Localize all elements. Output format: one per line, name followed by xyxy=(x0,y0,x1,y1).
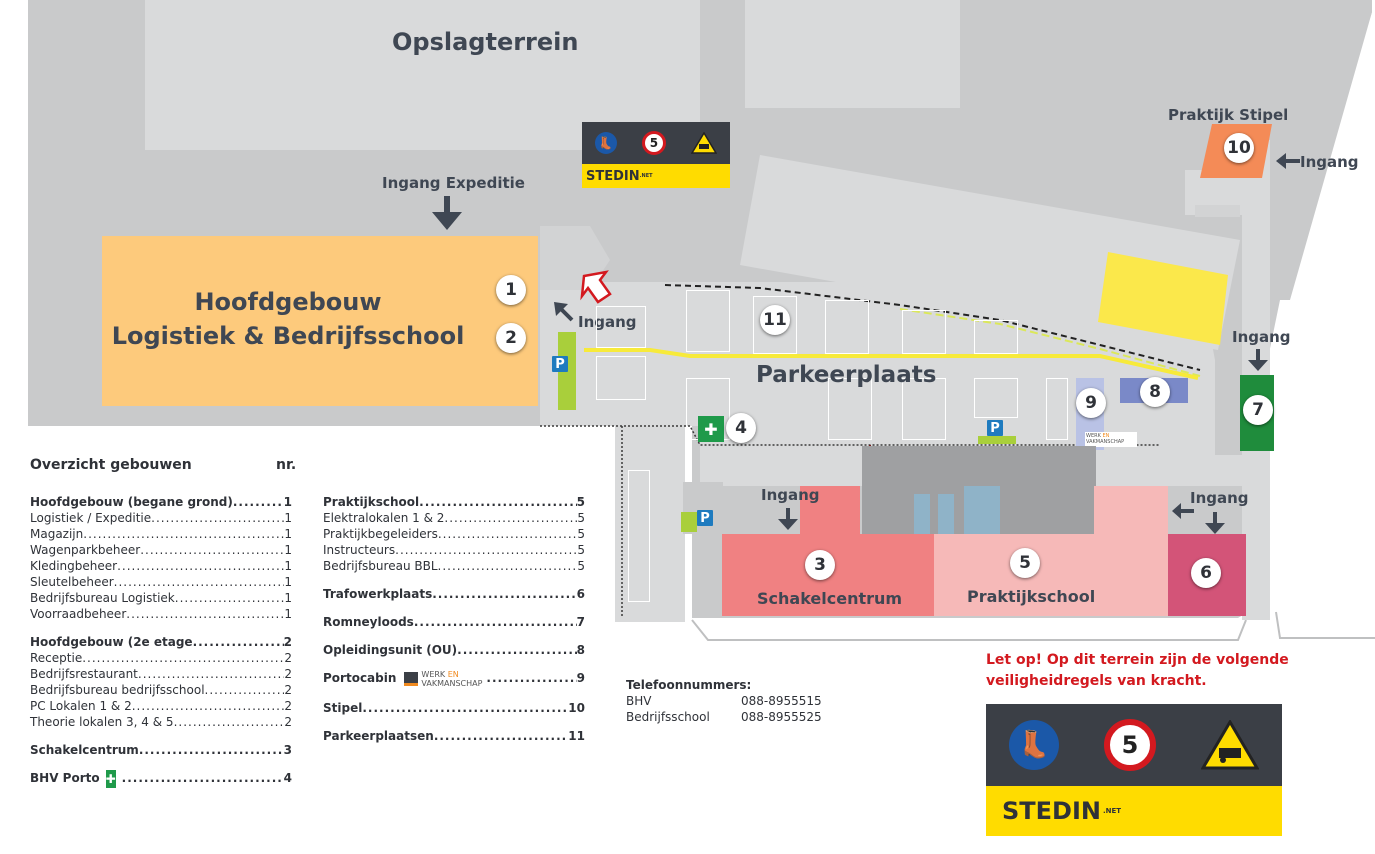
legend-row xyxy=(30,650,292,666)
werk-en-vakmanschap-logo: WERK EN VAKMANSCHAP xyxy=(404,670,482,688)
legend-label: Hoofdgebouw (begane grond) xyxy=(30,495,233,509)
legend-label: Logistiek / Expeditie xyxy=(30,511,152,525)
legend-dots xyxy=(151,510,284,526)
legend-row xyxy=(323,586,585,602)
parking-lot-e xyxy=(974,320,1018,354)
legend-dots xyxy=(457,642,576,658)
legend-row xyxy=(30,666,292,682)
phone-block xyxy=(626,677,846,725)
entrance-expedition-label: Ingang Expeditie xyxy=(382,174,525,192)
legend-label: Schakelcentrum xyxy=(30,743,139,757)
legend-dots xyxy=(138,666,284,682)
parking-sign-icon-right: P xyxy=(987,420,1003,436)
legend-number: 5 xyxy=(577,543,585,557)
warning-forklift-icon xyxy=(691,132,717,154)
legend-gap xyxy=(30,730,292,742)
legend-row xyxy=(30,526,292,542)
legend-dots xyxy=(174,714,285,730)
entrance-label-10: Ingang xyxy=(1300,153,1359,171)
legend-number: 2 xyxy=(284,699,292,713)
brand-suffix: .NET xyxy=(1103,807,1122,815)
legend-number: 1 xyxy=(284,527,292,541)
legend-row xyxy=(323,510,585,526)
legend-row xyxy=(30,714,292,730)
legend-number: 8 xyxy=(576,643,585,657)
legend-number: 2 xyxy=(284,667,292,681)
legend-dots xyxy=(419,494,577,510)
legend-nr-header: nr. xyxy=(276,457,297,473)
legend-dots xyxy=(444,510,577,526)
legend-number: 3 xyxy=(283,743,292,757)
warning-forklift-icon-large xyxy=(1201,720,1259,770)
first-aid-icon: ✚ xyxy=(698,416,724,442)
red-arrow-icon xyxy=(576,270,614,306)
arrow-down-icon-6 xyxy=(1204,512,1226,536)
legend-dots xyxy=(193,634,284,650)
marker-6[interactable]: 6 xyxy=(1191,558,1221,588)
legend-row xyxy=(323,558,585,574)
legend-label: Instructeurs xyxy=(323,543,396,557)
legend-number: 11 xyxy=(568,729,585,743)
legend-gap xyxy=(30,758,292,770)
legend-gap xyxy=(323,602,585,614)
safety-boot-icon: 👢 xyxy=(595,132,617,154)
legend-gap xyxy=(323,688,585,700)
legend-number: 1 xyxy=(284,543,292,557)
legend-dots xyxy=(122,770,284,786)
legend-dots xyxy=(139,742,284,758)
legend-row xyxy=(30,770,292,788)
switch-center-label: Schakelcentrum xyxy=(757,589,903,608)
legend-label: Praktijkschool xyxy=(323,495,420,509)
legend-row xyxy=(323,670,585,688)
first-aid-icon: ✚ xyxy=(105,772,116,786)
legend-number: 1 xyxy=(284,607,292,621)
legend-number: 1 xyxy=(283,495,292,509)
legend-number: 1 xyxy=(284,511,292,525)
legend-number: 2 xyxy=(284,651,292,665)
legend-gap xyxy=(30,622,292,634)
legend-gap xyxy=(323,658,585,670)
legend-gap xyxy=(323,630,585,642)
entrance-label-6: Ingang xyxy=(1190,489,1249,507)
parking-lot-a xyxy=(686,290,730,352)
arrow-left-icon-10 xyxy=(1276,152,1300,170)
legend-dots xyxy=(117,558,284,574)
legend-dots xyxy=(395,542,577,558)
marker-11[interactable]: 11 xyxy=(760,305,790,335)
legend-dots xyxy=(114,574,285,590)
legend-number: 5 xyxy=(577,559,585,573)
speed-limit-icon: 5 xyxy=(642,131,666,155)
brand-suffix-small: .NET xyxy=(639,173,653,179)
legend-label: Elektralokalen 1 & 2 xyxy=(323,511,445,525)
legend-row xyxy=(30,494,292,510)
legend-row xyxy=(323,700,585,716)
legend-number: 2 xyxy=(284,683,292,697)
legend-row xyxy=(30,634,292,650)
phone-row-school: Bedrijfsschool 088-8955525 xyxy=(626,710,822,724)
legend-number: 6 xyxy=(576,587,585,601)
legend-dots xyxy=(486,670,576,686)
legend-number: 1 xyxy=(284,575,292,589)
legend-label: Portocabin xyxy=(323,671,397,685)
marker-5[interactable]: 5 xyxy=(1010,548,1040,578)
marker-1[interactable]: 1 xyxy=(496,275,526,305)
legend-gap xyxy=(323,574,585,586)
parking-sign-icon-lower: P xyxy=(697,510,713,526)
legend-row xyxy=(323,542,585,558)
parking-label: Parkeerplaats xyxy=(756,362,937,388)
legend-label: Receptie xyxy=(30,651,83,665)
entrance-label-3: Ingang xyxy=(761,486,820,504)
legend-dots xyxy=(205,682,285,698)
marker-10[interactable]: 10 xyxy=(1224,133,1254,163)
parking-lot-lower-left xyxy=(628,470,650,602)
legend-number: 2 xyxy=(283,635,292,649)
parking-lot-left xyxy=(596,306,646,348)
legend-label: BHV Porto xyxy=(30,771,100,785)
legend-label: Bedrijfsbureau BBL xyxy=(323,559,438,573)
legend-label: Sleutelbeheer xyxy=(30,575,114,589)
parking-lot-i xyxy=(974,378,1018,418)
legend-dots xyxy=(82,650,284,666)
legend-row xyxy=(30,606,292,622)
parking-strip-lower xyxy=(681,512,697,532)
legend-number: 2 xyxy=(284,715,292,729)
safety-warning-line-2: veiligheidregels van kracht. xyxy=(986,673,1207,689)
legend-label: Bedrijfsbureau Logistiek xyxy=(30,591,175,605)
legend-dots xyxy=(233,494,284,510)
legend-label: Bedrijfsrestaurant xyxy=(30,667,138,681)
main-building[interactable] xyxy=(102,236,538,406)
legend-label: PC Lokalen 1 & 2 xyxy=(30,699,132,713)
legend-row xyxy=(323,642,585,658)
entrance-arrow-diagonal-icon xyxy=(552,300,576,324)
arrow-down-icon-7 xyxy=(1247,349,1269,373)
legend-number: 7 xyxy=(576,615,585,629)
legend-row xyxy=(30,682,292,698)
legend-row xyxy=(323,526,585,542)
legend-label: Opleidingsunit (OU) xyxy=(323,643,458,657)
legend-label: Stipel xyxy=(323,701,363,715)
legend-label: Trafowerkplaats xyxy=(323,587,433,601)
legend-dots xyxy=(414,614,577,630)
legend-gap xyxy=(323,716,585,728)
legend-row xyxy=(30,558,292,574)
safety-sign-small xyxy=(582,122,730,188)
legend-row xyxy=(30,510,292,526)
legend-dots xyxy=(362,700,568,716)
legend-label: Voorraadbeheer xyxy=(30,607,127,621)
safety-warning-line-1: Let op! Op dit terrein zijn de volgende xyxy=(986,652,1289,668)
legend-title: Overzicht gebouwen xyxy=(30,457,192,473)
legend-label: Bedrijfsbureau bedrijfsschool xyxy=(30,683,205,697)
legend-label: Praktijkbegeleiders xyxy=(323,527,438,541)
legend-dots xyxy=(83,526,284,542)
entrance-label-main: Ingang xyxy=(578,313,637,331)
practice-school-label: Praktijkschool xyxy=(967,587,1096,606)
brand-name: STEDIN xyxy=(1002,797,1101,825)
legend-number: 1 xyxy=(284,591,292,605)
legend-label: Wagenparkbeheer xyxy=(30,543,141,557)
legend-dots xyxy=(432,586,576,602)
legend-row xyxy=(30,590,292,606)
legend-label: Romneyloods xyxy=(323,615,414,629)
main-building-title: Hoofdgebouw xyxy=(194,288,382,316)
legend-col-2 xyxy=(323,494,585,744)
legend-row xyxy=(30,742,292,758)
legend-row xyxy=(30,698,292,714)
legend-number: 9 xyxy=(576,671,585,685)
legend-dots xyxy=(132,698,285,714)
legend-dots xyxy=(438,526,578,542)
legend-row xyxy=(30,574,292,590)
parking-lot-d xyxy=(902,310,946,354)
parking-lot-j xyxy=(1046,378,1068,440)
legend-number: 1 xyxy=(284,559,292,573)
legend-row xyxy=(30,542,292,558)
safety-boot-icon-large: 👢 xyxy=(1009,720,1059,770)
legend-dots xyxy=(175,590,285,606)
storage-area-label: Opslagterrein xyxy=(392,28,579,56)
legend-number: 5 xyxy=(576,495,585,509)
marker-9[interactable]: 9 xyxy=(1076,388,1106,418)
parking-lot-c xyxy=(825,300,869,354)
legend-label: Hoofdgebouw (2e etage xyxy=(30,635,193,649)
marker-7[interactable]: 7 xyxy=(1243,395,1273,425)
legend-label: Theorie lokalen 3, 4 & 5 xyxy=(30,715,174,729)
parking-lot-left-2 xyxy=(596,356,646,400)
legend-row xyxy=(323,494,585,510)
entrance-label-7: Ingang xyxy=(1232,328,1291,346)
legend-number: 5 xyxy=(577,511,585,525)
werk-en-vakmanschap-logo-small: WERK EN VAKMANSCHAP xyxy=(1085,432,1137,447)
marker-8[interactable]: 8 xyxy=(1140,377,1170,407)
speed-limit-icon-large: 5 xyxy=(1104,719,1156,771)
arrow-down-icon xyxy=(430,196,464,232)
marker-3[interactable]: 3 xyxy=(805,550,835,580)
phone-title: Telefoonnummers: xyxy=(626,678,752,692)
legend-label: Kledingbeheer xyxy=(30,559,118,573)
arrow-down-icon-3 xyxy=(777,508,799,532)
safety-sign-large xyxy=(986,704,1282,836)
legend-dots xyxy=(126,606,284,622)
legend-number: 4 xyxy=(283,771,292,785)
marker-4[interactable]: 4 xyxy=(726,413,756,443)
phone-row-bhv: BHV 088-8955515 xyxy=(626,694,822,708)
practice-stipel-label: Praktijk Stipel xyxy=(1168,106,1289,124)
parking-sign-icon: P xyxy=(552,356,568,372)
brand-name-small: STEDIN xyxy=(586,168,640,184)
legend-row xyxy=(323,614,585,630)
marker-2[interactable]: 2 xyxy=(496,323,526,353)
legend-dots xyxy=(434,728,568,744)
legend-dots xyxy=(140,542,284,558)
legend-label: Magazijn xyxy=(30,527,84,541)
legend-number: 10 xyxy=(568,701,585,715)
legend-dots xyxy=(438,558,578,574)
main-building-subtitle: Logistiek & Bedrijfsschool xyxy=(111,322,465,350)
parking-strip-right xyxy=(978,436,1016,444)
legend-row xyxy=(323,728,585,744)
legend-number: 5 xyxy=(577,527,585,541)
legend-label: Parkeerplaatsen xyxy=(323,729,434,743)
arrow-left-icon-6 xyxy=(1172,502,1194,520)
legend-col-1 xyxy=(30,494,292,788)
